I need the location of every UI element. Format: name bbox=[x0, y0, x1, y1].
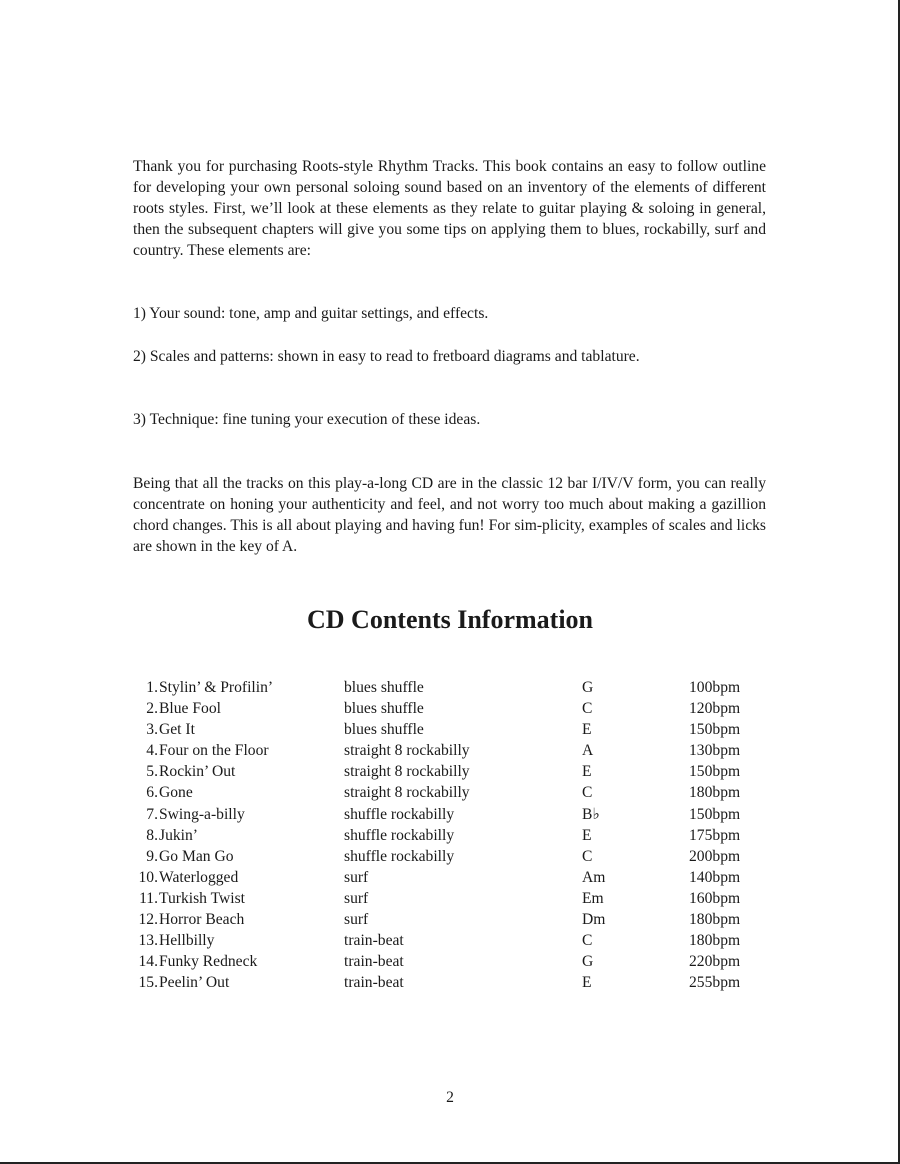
track-key: Dm bbox=[582, 911, 606, 929]
element-item-sound: 1) Your sound: tone, amp and guitar settings, and effects. bbox=[133, 305, 489, 322]
track-row bbox=[138, 719, 778, 740]
track-style: straight 8 rockabilly bbox=[344, 784, 470, 802]
track-tempo: 220bpm bbox=[689, 953, 741, 971]
track-title: Horror Beach bbox=[159, 911, 245, 929]
track-number: 15. bbox=[138, 974, 158, 992]
track-key: E bbox=[582, 826, 592, 844]
track-number: 7. bbox=[146, 805, 158, 823]
track-number: 6. bbox=[146, 784, 158, 802]
track-number: 8. bbox=[146, 826, 158, 844]
track-style: blues shuffle bbox=[344, 700, 424, 718]
cd-contents-heading: CD Contents Information bbox=[307, 605, 593, 634]
element-item-scales: 2) Scales and patterns: shown in easy to read to fretboard diagrams and tablature. bbox=[133, 348, 640, 365]
track-title: Waterlogged bbox=[159, 868, 239, 886]
track-key: Am bbox=[582, 868, 606, 886]
track-tempo: 180bpm bbox=[689, 784, 741, 802]
track-title: Stylin’ & Profilin’ bbox=[159, 679, 274, 696]
track-tempo: 100bpm bbox=[689, 679, 741, 696]
track-style: train-beat bbox=[344, 974, 404, 992]
track-tempo: 150bpm bbox=[689, 721, 741, 739]
track-tempo: 255bpm bbox=[689, 974, 741, 992]
track-row bbox=[138, 867, 778, 888]
track-tempo: 180bpm bbox=[689, 911, 741, 929]
track-row bbox=[138, 888, 778, 909]
track-key: C bbox=[582, 847, 593, 865]
track-title: Funky Redneck bbox=[159, 953, 258, 971]
track-key: E bbox=[582, 763, 592, 781]
track-row bbox=[138, 698, 778, 719]
track-style: straight 8 rockabilly bbox=[344, 742, 470, 760]
track-row bbox=[138, 930, 778, 951]
track-style: shuffle rockabilly bbox=[344, 826, 455, 844]
track-title: Hellbilly bbox=[159, 932, 215, 950]
track-key: E bbox=[582, 721, 592, 739]
track-title: Four on the Floor bbox=[159, 742, 269, 760]
track-title: Get It bbox=[159, 721, 195, 739]
track-key: G bbox=[582, 953, 594, 971]
track-style: surf bbox=[344, 911, 369, 929]
track-number: 13. bbox=[138, 932, 158, 950]
track-row bbox=[138, 677, 778, 698]
track-title: Turkish Twist bbox=[159, 889, 246, 907]
track-title: Blue Fool bbox=[159, 700, 221, 718]
track-number: 12. bbox=[138, 911, 158, 929]
track-title: Peelin’ Out bbox=[159, 974, 230, 992]
track-tempo: 150bpm bbox=[689, 805, 741, 823]
track-tempo: 140bpm bbox=[689, 868, 741, 886]
track-style: surf bbox=[344, 868, 369, 886]
track-list bbox=[138, 677, 778, 993]
track-key: B♭ bbox=[582, 805, 600, 823]
element-item-technique: 3) Technique: fine tuning your execution of these ideas. bbox=[133, 411, 481, 428]
track-key: A bbox=[582, 742, 594, 760]
page-number: 2 bbox=[446, 1089, 454, 1106]
intro-paragraph: Thank you for purchasing Roots-style Rhythm Tracks. This book contains an easy to follow outline for developing your own personal soloing sound based on an inventory of the elements of different roots styles. First, we’ll look at these elements as they relate to guitar playing & soloing in general, then the subsequent chapters will give you some tips on applying them to blues, rockabilly, surf and country. These elements are: bbox=[133, 158, 766, 259]
track-tempo: 200bpm bbox=[689, 847, 741, 865]
track-key: E bbox=[582, 974, 592, 992]
track-title: Rockin’ Out bbox=[159, 763, 236, 781]
track-number: 11. bbox=[139, 889, 158, 907]
track-style: train-beat bbox=[344, 932, 404, 950]
track-row bbox=[138, 846, 778, 867]
track-tempo: 150bpm bbox=[689, 763, 741, 781]
track-title: Gone bbox=[159, 784, 193, 802]
track-tempo: 180bpm bbox=[689, 932, 741, 950]
track-tempo: 120bpm bbox=[689, 700, 741, 718]
track-tempo: 175bpm bbox=[689, 826, 741, 844]
track-title: Swing-a-billy bbox=[159, 805, 245, 823]
track-row bbox=[138, 825, 778, 846]
track-key: Em bbox=[582, 889, 604, 907]
track-key: C bbox=[582, 784, 593, 802]
track-style: straight 8 rockabilly bbox=[344, 763, 470, 781]
track-key: C bbox=[582, 932, 593, 950]
track-style: shuffle rockabilly bbox=[344, 847, 455, 865]
track-row bbox=[138, 761, 778, 782]
track-number: 1. bbox=[146, 679, 158, 696]
track-tempo: 130bpm bbox=[689, 742, 741, 760]
track-number: 4. bbox=[146, 742, 158, 760]
track-row bbox=[138, 740, 778, 761]
track-number: 2. bbox=[146, 700, 158, 718]
track-number: 14. bbox=[138, 953, 158, 971]
track-tempo: 160bpm bbox=[689, 889, 741, 907]
track-row bbox=[138, 804, 778, 825]
track-key: G bbox=[582, 679, 594, 696]
track-key: C bbox=[582, 700, 593, 718]
track-style: blues shuffle bbox=[344, 679, 424, 696]
track-row bbox=[138, 972, 778, 993]
track-style: shuffle rockabilly bbox=[344, 805, 455, 823]
track-number: 10. bbox=[138, 868, 158, 886]
track-number: 3. bbox=[146, 721, 158, 739]
track-title: Go Man Go bbox=[159, 847, 234, 865]
track-row bbox=[138, 951, 778, 972]
track-row bbox=[138, 782, 778, 803]
track-style: surf bbox=[344, 889, 369, 907]
closing-paragraph: Being that all the tracks on this play-a-long CD are in the classic 12 bar I/IV/V form, you can really concentrate on honing your authenticity and feel, and not worry too much about making a gazillion chord changes. This is all about playing and having fun! For sim-plicity, examples of scales and licks are shown in the key of A. bbox=[133, 475, 766, 555]
track-style: train-beat bbox=[344, 953, 404, 971]
track-number: 9. bbox=[146, 847, 158, 865]
track-style: blues shuffle bbox=[344, 721, 424, 739]
track-number: 5. bbox=[146, 763, 158, 781]
track-title: Jukin’ bbox=[159, 826, 198, 844]
track-row bbox=[138, 909, 778, 930]
